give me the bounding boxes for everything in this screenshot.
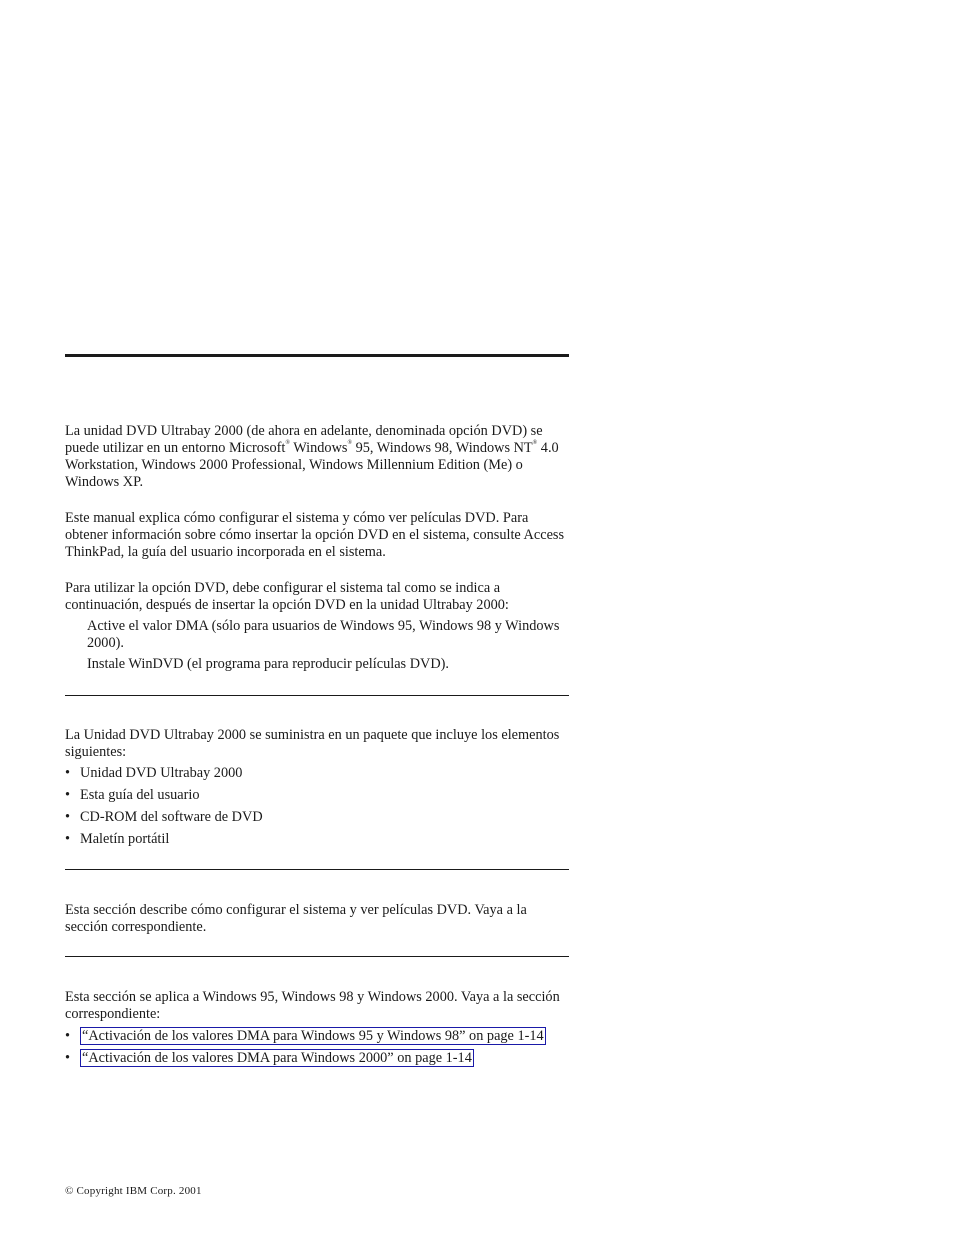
package-section bbox=[65, 727, 570, 853]
list-item: • “Activación de los valores DMA para Windows 95 y Windows 98” on page 1-14 bbox=[65, 1028, 544, 1044]
step-2: Instale WinDVD (el programa para reproducir películas DVD). bbox=[87, 656, 450, 672]
dma-link-list bbox=[65, 1028, 570, 1067]
list-item: • Esta guía del usuario bbox=[65, 787, 200, 803]
section-rule bbox=[65, 869, 569, 870]
list-item: • Unidad DVD Ultrabay 2000 bbox=[65, 765, 243, 781]
intro-paragraph-3: Para utilizar la opción DVD, debe configurar el sistema tal como se indica a continuación, después de insertar la opción DVD en la unidad Ultrabay 2000: bbox=[65, 580, 509, 613]
section-rule-thick bbox=[65, 354, 569, 357]
dma-paragraph: Esta sección se aplica a Windows 95, Windows 98 y Windows 2000. Vaya a la sección correspondiente: bbox=[65, 989, 560, 1022]
setup-paragraph: Esta sección describe cómo configurar el sistema y ver películas DVD. Vaya a la sección correspondiente. bbox=[65, 902, 527, 935]
list-item: • Maletín portátil bbox=[65, 831, 170, 847]
setup-section bbox=[65, 902, 570, 936]
package-paragraph: La Unidad DVD Ultrabay 2000 se suministra en un paquete que incluye los elementos siguientes: bbox=[65, 727, 560, 760]
dma-win95-98-link[interactable]: “Activación de los valores DMA para Windows 95 y Windows 98” on page 1-14 bbox=[82, 1028, 544, 1044]
list-item: • CD-ROM del software de DVD bbox=[65, 809, 263, 825]
intro-section bbox=[65, 423, 570, 673]
section-rule bbox=[65, 695, 569, 696]
dma-section bbox=[65, 989, 570, 1072]
dma-win2000-link[interactable]: “Activación de los valores DMA para Windows 2000” on page 1-14 bbox=[82, 1050, 472, 1066]
intro-paragraph-2: Este manual explica cómo configurar el sistema y cómo ver películas DVD. Para obtener información sobre cómo insertar la opción DVD en el sistema, consulte Access ThinkPad, la guía del usuario incorporada en el sistema. bbox=[65, 510, 565, 560]
section-rule bbox=[65, 956, 569, 957]
package-list bbox=[65, 765, 570, 848]
list-item: • “Activación de los valores DMA para Windows 2000” on page 1-14 bbox=[65, 1050, 472, 1066]
intro-paragraph-1: La unidad DVD Ultrabay 2000 (de ahora en adelante, denominada opción DVD) se puede utilizar en un entorno Microsoft® Windows® 95, Windows 98, Windows NT® 4.0 Workstation, Windows 2000 Professional, Windows Millennium Edition (Me) o Windows XP. bbox=[65, 423, 559, 490]
copyright-footer: © Copyright IBM Corp. 2001 bbox=[65, 1185, 202, 1197]
step-1: Active el valor DMA (sólo para usuarios de Windows 95, Windows 98 y Windows 2000). bbox=[87, 618, 560, 651]
